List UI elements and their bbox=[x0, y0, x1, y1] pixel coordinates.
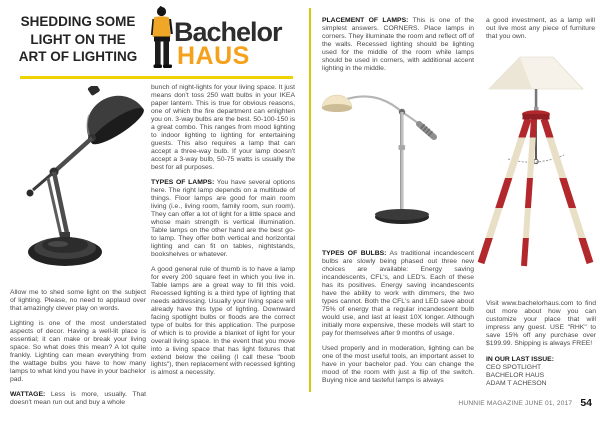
last-issue-line: ADAM T ACHESON bbox=[486, 379, 547, 387]
left-column-1 bbox=[10, 289, 146, 415]
types-of-bulbs-lead: TYPES OF BULBS: bbox=[322, 250, 387, 257]
body-text: Used properly and in moderation, lighting can be one of the most useful tools, an important asset to have in your bachelor pad. You can change the mood of the room with just a flip of the switch. Buying nice and tasteful lamps is always bbox=[322, 344, 474, 384]
left-column-2 bbox=[151, 84, 295, 385]
man-figure-logo-icon bbox=[149, 6, 175, 70]
paragraph bbox=[486, 17, 595, 41]
body-text: This is one of the simplest answers. CORNERS. Place lamps in corners. They illuminate the room and reflect off of the walls. Recessed lighting should be lighting used for the middle of the room while lamps should be used in corners, with additional accent lighting in the middle. bbox=[322, 17, 474, 72]
paragraph-promo bbox=[486, 300, 596, 348]
body-text: a good investment, as a lamp will out live most any piece of furniture that you own. bbox=[486, 17, 595, 40]
magazine-issue-label: HUNNIE MAGAZINE JUNE 01, 2017 bbox=[458, 399, 573, 407]
article-title bbox=[8, 13, 148, 66]
body-text: bunch of night-lights for your living space. It just means don't toss 250 watt bulbs in your IKEA paper lantern. This is true for obvious reasons, one of which the fire department can enlighten you on. 3-way bulbs are the best. 50-100-150 is a great combo. This ranges from mood lighting to indoor lighting to lighting for entertaining guests. This also requires a lamp that can accept a three-way bulb. If your lamp doesn't accept a 3-way bulb, 50-75 watts is usually the best for all purposes. bbox=[151, 84, 295, 171]
placement-of-lamps-lead: PLACEMENT OF LAMPS: bbox=[322, 17, 409, 24]
paragraph bbox=[10, 289, 146, 313]
paragraph-types-of-lamps bbox=[151, 179, 295, 259]
page-divider-rule bbox=[309, 8, 311, 392]
right-column-1-bottom bbox=[322, 250, 474, 392]
yellow-header-rule bbox=[20, 76, 293, 79]
paragraph bbox=[151, 266, 295, 377]
body-text: You have several options here. The right lamp depends on a multitude of things. Floor lamps are good for main room living (i.e., living room, family room, sun room). They can offer a lot of light for a little space and whose main strength is vertical illumination. Table lamps on the other hand are the best go-to lamp. They offer both vertical and horizontal lighting and can fit on tables, nightstands, bookshelves or whatever. bbox=[151, 178, 295, 258]
logo-wordmark-top: Bachelor bbox=[174, 17, 282, 47]
tripod-leg-right bbox=[544, 119, 590, 263]
desk-lamp-shade bbox=[65, 86, 146, 150]
tripod-leg-center bbox=[524, 119, 534, 266]
wattage-lead: WATTAGE: bbox=[10, 391, 46, 399]
paragraph-placement-of-lamps bbox=[322, 17, 474, 73]
desk-lamp-photo bbox=[8, 86, 146, 276]
right-column-2-top bbox=[486, 17, 595, 48]
body-text: As traditional incandescent bulbs are slowly being phased out three new choices are available: Energy saving incandescents, CFL's, and LED's. Each of these has its positives. Energy saving incandescents have the ability to work with dimmers, the two types cannot. Both the CFL's and LED save about 75% of energy that a regular incandescent bulb would use, and last at least 10X longer. Although initially more expensive, these models will start to pay for themselves after 9 months of usage. bbox=[322, 250, 474, 337]
tripod-leg-left bbox=[481, 119, 528, 263]
page-number: 54 bbox=[580, 397, 592, 409]
paragraph bbox=[151, 84, 295, 171]
body-text: Allow me to shed some light on the subject of lighting. Please, no need to applaud over that amazingly clever play on words. bbox=[10, 289, 146, 312]
body-text: A good general rule of thumb is to have a lamp for every 200 square feet in which you live in. Table lamps are a great way to fill this void. Recessed lighting is a third type of lighting that needs addressing. Usually your living space will already have this type of lighting. Downward facing spotlight bulbs or floods are the correct type of bulbs for this application. The purpose of which is to provide a blanket of light for your overall living space. In the event that you move into a living space that has light fixtures that extend below the ceiling (I call these "boob lights"), then replacement with recessed lighting is almost a necessity. bbox=[151, 266, 295, 377]
promo-text: Visit www.bachelorhaus.com to find out more about how you can customize your place that will impress any guest. USE "RHK" to save 15% off any purchase over $199.99. Shipping is always FREE! bbox=[486, 300, 596, 347]
tripod-floor-lamp-photo bbox=[470, 55, 600, 268]
types-of-lamps-lead: TYPES OF LAMPS: bbox=[151, 178, 215, 186]
right-column-2-bottom bbox=[486, 300, 596, 388]
last-issue-line: BACHELOR HAUS bbox=[486, 371, 545, 379]
paragraph-types-of-bulbs bbox=[322, 250, 474, 337]
paragraph-wattage bbox=[10, 391, 146, 407]
last-issue-block bbox=[486, 356, 596, 388]
article-title-line-3: ART OF LIGHTING bbox=[18, 49, 138, 65]
right-column-1-top bbox=[322, 17, 474, 80]
last-issue-heading: IN OUR LAST ISSUE: bbox=[486, 355, 554, 363]
paragraph bbox=[10, 320, 146, 384]
arc-floor-lamp-photo bbox=[318, 87, 478, 235]
logo-wordmark-bottom: HAUS bbox=[177, 42, 250, 70]
article-title-line-2: LIGHT ON THE bbox=[30, 31, 126, 47]
page-footer bbox=[430, 397, 592, 409]
paragraph bbox=[322, 345, 474, 385]
last-issue-line: CEO SPOTLIGHT bbox=[486, 363, 542, 371]
body-text: Less is more, usually. That doesn't mean run out and buy a whole bbox=[10, 391, 146, 407]
article-title-line-1: SHEDDING SOME bbox=[20, 14, 136, 29]
body-text: Lighting is one of the most understated aspects of decor. Having a well-lit place is essential; it can make or break your living space. So what does this mean? A lot quite frankly. Lighting can mean everything from the wattage bulbs you have to how many lamps to what kind you have in your bachelor pad. bbox=[10, 320, 147, 384]
